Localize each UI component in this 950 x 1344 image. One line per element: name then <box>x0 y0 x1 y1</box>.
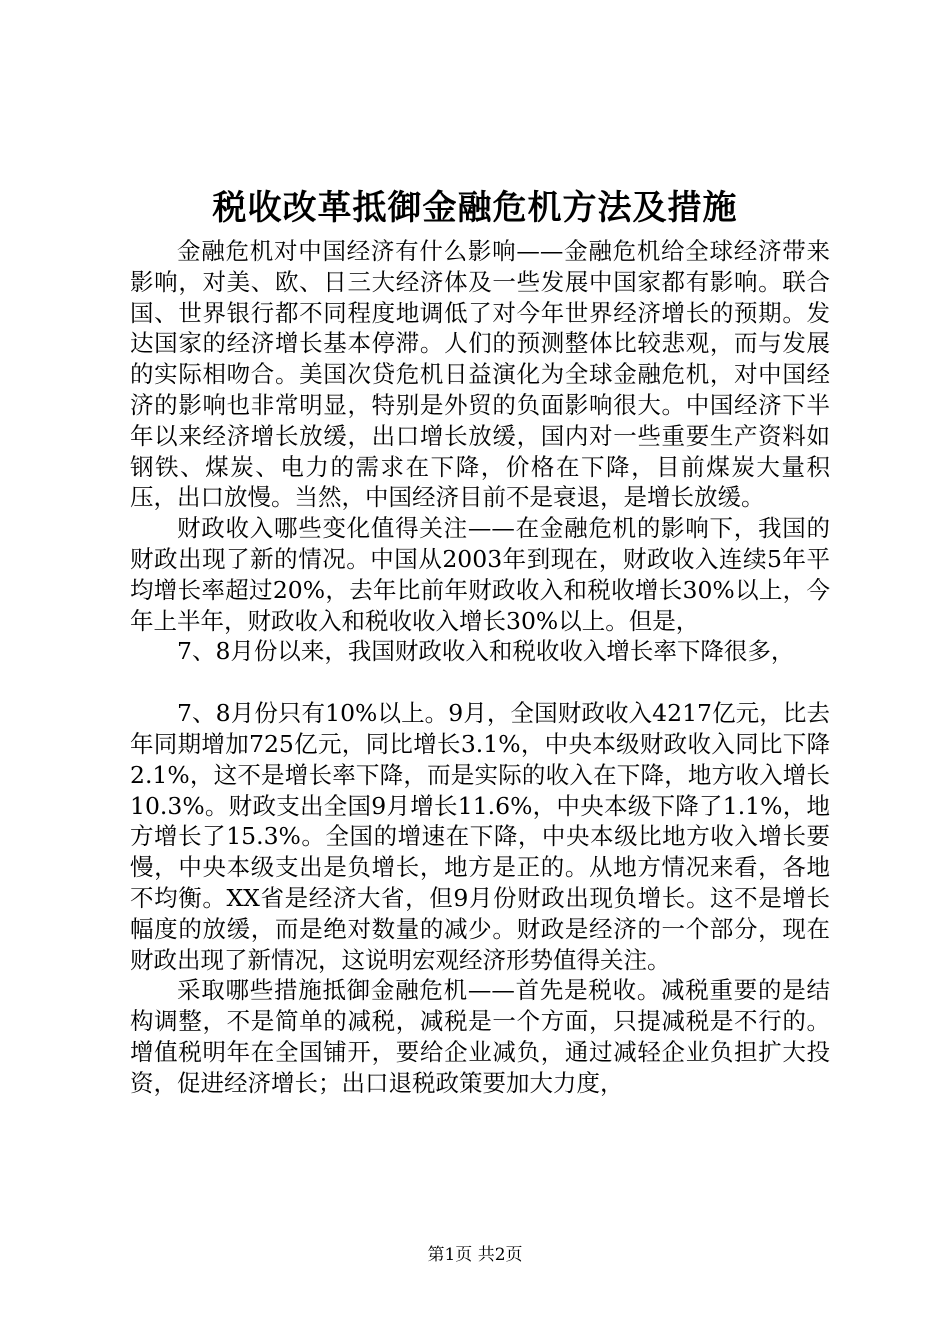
page-number-footer: 第1页 共2页 <box>427 1245 523 1265</box>
paragraph-revenue: 财政收入哪些变化值得关注——在金融危机的影响下，我国的财政出现了新的情况。中国从2003年到现在，财政收入连续5年平均增长率超过20%，去年比前年财政收入和税收增长30%以上，今年上半年，财政收入和税收收入增长30%以上。但是， <box>130 514 830 635</box>
paragraph-revenue-detail: 7、8月份只有10%以上。9月，全国财政收入4217亿元，比去年同期增加725亿元，同比增长3.1%，中央本级财政收入同比下降2.1%，这不是增长率下降，而是实际的收入在下降，地方收入增长10.3%。财政支出全国9月增长11.6%，中央本级下降了1.1%，地方增长了15.3%。全国的增速在下降，中央本级比地方收入增长要慢，中央本级支出是负增长，地方是正的。从地方情况来看，各地不均衡。XX省是经济大省，但9月份财政出现负增长。这不是增长幅度的放缓，而是绝对数量的减少。财政是经济的一个部分，现在财政出现了新情况，这说明宏观经济形势值得关注。 <box>130 699 830 974</box>
document-body <box>130 236 830 1099</box>
paragraph-measures: 采取哪些措施抵御金融危机——首先是税收。减税重要的是结构调整，不是简单的减税，减税是一个方面，只提减税是不行的。增值税明年在全国铺开，要给企业减负，通过减轻企业负担扩大投资，促进经济增长；出口退税政策要加大力度， <box>130 976 830 1097</box>
paragraph-impact: 金融危机对中国经济有什么影响——金融危机给全球经济带来影响，对美、欧、日三大经济体及一些发展中国家都有影响。联合国、世界银行都不同程度地调低了对今年世界经济增长的预期。发达国家的经济增长基本停滞。人们的预测整体比较悲观，而与发展的实际相吻合。美国次贷危机日益演化为全球金融危机，对中国经济的影响也非常明显，特别是外贸的负面影响很大。中国经济下半年以来经济增长放缓，出口增长放缓，国内对一些重要生产资料如钢铁、煤炭、电力的需求在下降，价格在下降，目前煤炭大量积压，出口放慢。当然，中国经济目前不是衰退，是增长放缓。 <box>130 237 830 512</box>
paragraph-revenue-decline: 7、8月份以来，我国财政收入和税收收入增长率下降很多， <box>177 637 795 666</box>
document-title: 税收改革抵御金融危机方法及措施 <box>212 188 738 228</box>
